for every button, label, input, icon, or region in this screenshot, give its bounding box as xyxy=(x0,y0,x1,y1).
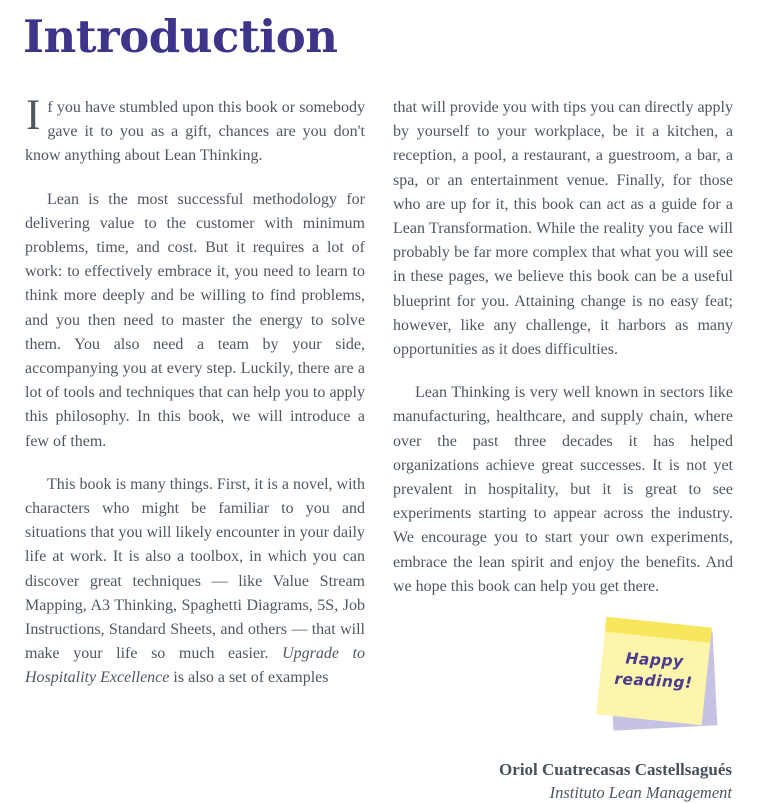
paragraph-book-is-many-things xyxy=(25,473,365,691)
sticky-note-strip xyxy=(605,617,712,643)
book-title-italic: Upgrade to Hospitality Excellence xyxy=(25,645,366,687)
author-affiliation: Instituto Lean Management xyxy=(549,783,732,803)
author-name: Oriol Cuatrecasas Castellsagués xyxy=(499,760,732,780)
paragraph-lean-methodology: Lean is the most successful methodology for delivering value to the customer with minimum problems, time, and cost. But it requires a lot of work: to effectively embrace it, you need to learn to think more deeply and be willing to find problems, and you then need to master the energy to solve them. You also need a team by your side, accompanying you at every step. Luckily, there are a lot of tools and techniques that can help you to apply this philosophy. In this book, we will introduce a few of them. xyxy=(25,190,365,450)
paragraph-text: f you have stumbled upon this book or somebody gave it to you as a gift, chances are you don't know anything about Lean Thinking. xyxy=(25,99,365,165)
right-column xyxy=(393,96,733,803)
paragraph-intro xyxy=(25,92,365,169)
drop-cap: I xyxy=(26,92,41,139)
paragraph-lean-thinking-sectors: Lean Thinking is very well known in sectors like manufacturing, healthcare, and supply chain, where over the past three decades it has helped organizations achieve great successes. It is not yet prevalent in hospitality, but it is great to see experiments starting to appear across the industry. We encourage you to start your own experiments, embrace the lean spirit and enjoy the benefits. And we hope this book can help you get there. xyxy=(393,384,733,595)
paragraph-text: is also a set of examples xyxy=(169,669,329,687)
sticky-note-line: reading! xyxy=(613,670,694,693)
signature-block xyxy=(393,760,733,803)
paragraph-text: This book is many things. First, it is a novel, with characters who might be familiar to you and situations that you will likely encounter in your daily life at work. It is also a toolbox, in which you can discover great techniques — like Value Stream Mapping, A3 Thinking, Spaghetti Diagrams, 5S, Job Instructions, Standard Sheets, and others — that will make your life so much easier. xyxy=(25,475,365,663)
page-title: Introduction xyxy=(23,10,338,63)
sticky-note xyxy=(597,618,729,744)
sticky-note-text xyxy=(600,647,708,694)
sticky-note-line: Happy xyxy=(625,649,685,671)
left-column xyxy=(25,92,366,803)
sticky-note-paper xyxy=(596,617,712,726)
text-columns xyxy=(25,92,733,803)
paragraph-tips-continuation: that will provide you with tips you can directly apply by yourself to your workplace, be it a kitchen, a reception, a pool, a restaurant, a guestroom, a bar, a spa, or an entertainment venue. Finally, for those who are up for it, this book can act as a guide for a Lean Transformation. While the reality you face will probably be far more complex that what you will see in these pages, we believe this book can be a useful blueprint for you. Attaining change is no easy feat; however, like any challenge, it harbors as many opportunities as it does difficulties. xyxy=(393,99,733,359)
